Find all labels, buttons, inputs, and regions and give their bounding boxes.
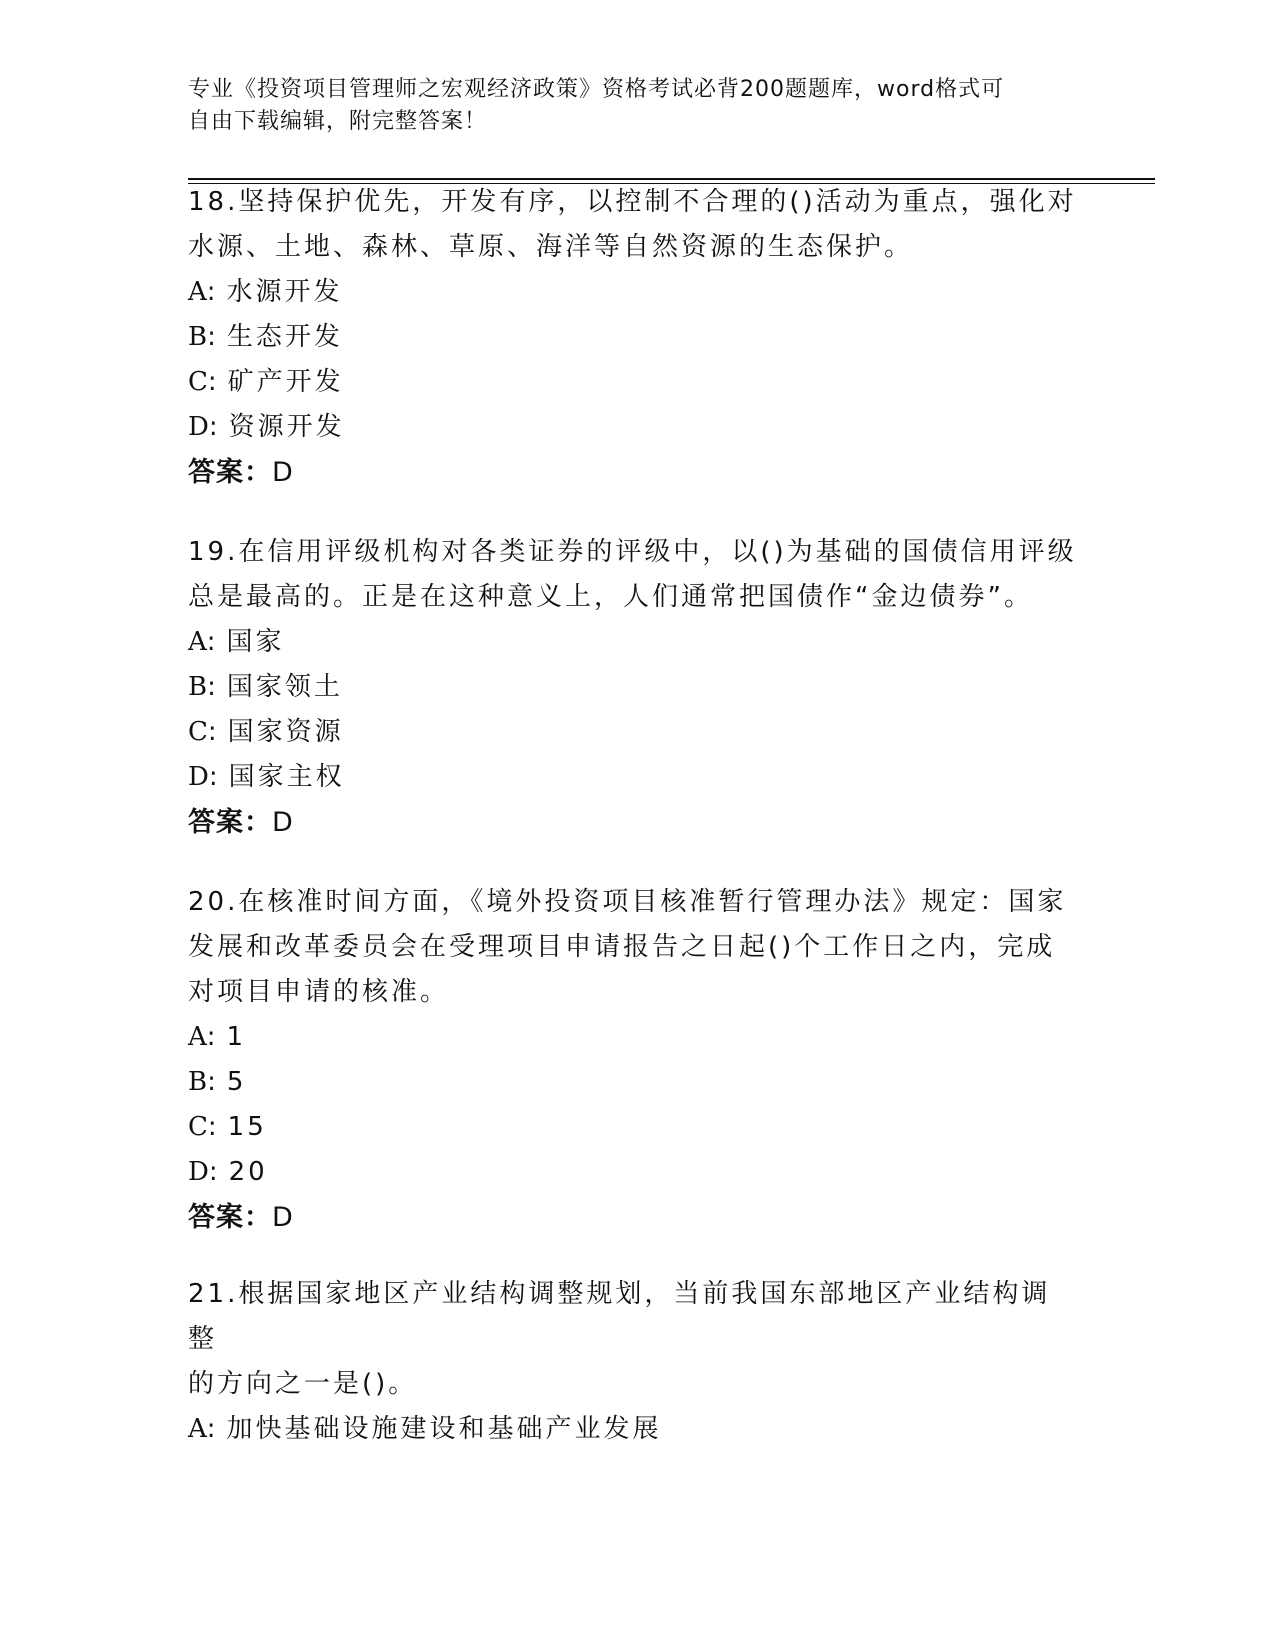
question-18 xyxy=(188,180,1078,495)
question-stem-line: 总是最高的。正是在这种意义上，人们通常把国债作“金边债券”。 xyxy=(188,582,1033,612)
option-c: C: 15 xyxy=(188,1112,267,1142)
option-key: D xyxy=(188,412,209,442)
option-d: D: 国家主权 xyxy=(188,762,345,792)
question-stem-line: 水源、土地、森林、草原、海洋等自然资源的生态保护。 xyxy=(188,232,914,262)
header-line-1: 专业《投资项目管理师之宏观经济政策》资格考试必背200题题库，word格式可 xyxy=(188,77,1005,102)
option-key: B xyxy=(188,672,208,702)
option-a: A: 国家 xyxy=(188,627,285,657)
question-20 xyxy=(188,880,1078,1240)
question-21 xyxy=(188,1272,1078,1452)
option-a: A: 水源开发 xyxy=(188,277,343,307)
answer-value: D xyxy=(272,457,294,488)
option-text: 20 xyxy=(228,1157,268,1187)
option-text: 国家资源 xyxy=(227,717,344,747)
option-key: B xyxy=(188,1067,208,1097)
option-key: A xyxy=(188,627,207,657)
answer-value: D xyxy=(272,1202,294,1233)
header-line-2: 自由下载编辑，附完整答案！ xyxy=(188,109,488,134)
option-c: C: 矿产开发 xyxy=(188,367,344,397)
question-stem-line: 18.坚持保护优先，开发有序，以控制不合理的()活动为重点，强化对 xyxy=(188,187,1077,217)
option-d: D: 20 xyxy=(188,1157,268,1187)
option-key: C xyxy=(188,367,208,397)
option-b: B: 国家领土 xyxy=(188,672,343,702)
document-header xyxy=(188,74,1068,138)
answer-label: 答案： xyxy=(188,807,272,838)
option-key: B xyxy=(188,322,208,352)
option-text: 15 xyxy=(227,1112,267,1142)
option-d: D: 资源开发 xyxy=(188,412,345,442)
question-stem-line: 21.根据国家地区产业结构调整规划，当前我国东部地区产业结构调整 xyxy=(188,1279,1051,1354)
option-a: A: 加快基础设施建设和基础产业发展 xyxy=(188,1414,662,1444)
option-text: 加快基础设施建设和基础产业发展 xyxy=(226,1414,662,1444)
option-text: 矿产开发 xyxy=(227,367,344,397)
option-text: 国家 xyxy=(226,627,285,657)
answer-line xyxy=(188,800,1078,845)
answer-line xyxy=(188,1195,1078,1240)
option-text: 资源开发 xyxy=(228,412,345,442)
option-a: A: 1 xyxy=(188,1022,247,1052)
question-stem-line: 发展和改革委员会在受理项目申请报告之日起()个工作日之内，完成 xyxy=(188,932,1056,962)
option-key: A xyxy=(188,1414,207,1444)
option-key: D xyxy=(188,1157,209,1187)
option-text: 1 xyxy=(226,1022,247,1052)
option-key: A xyxy=(188,277,207,307)
option-key: C xyxy=(188,1112,208,1142)
option-text: 生态开发 xyxy=(226,322,343,352)
option-text: 国家主权 xyxy=(228,762,345,792)
option-text: 国家领土 xyxy=(226,672,343,702)
option-b: B: 生态开发 xyxy=(188,322,343,352)
option-key: C xyxy=(188,717,208,747)
answer-label: 答案： xyxy=(188,1202,272,1233)
question-stem-line: 20.在核准时间方面，《境外投资项目核准暂行管理办法》规定：国家 xyxy=(188,887,1067,917)
answer-line xyxy=(188,450,1078,495)
option-text: 5 xyxy=(226,1067,247,1097)
answer-value: D xyxy=(272,807,294,838)
question-stem-line: 的方向之一是()。 xyxy=(188,1369,418,1399)
question-stem-line: 对项目申请的核准。 xyxy=(188,977,450,1007)
option-key: D xyxy=(188,762,209,792)
question-stem-line: 19.在信用评级机构对各类证券的评级中，以()为基础的国债信用评级 xyxy=(188,537,1077,567)
question-19 xyxy=(188,530,1078,845)
answer-label: 答案： xyxy=(188,457,272,488)
option-key: A xyxy=(188,1022,207,1052)
option-text: 水源开发 xyxy=(226,277,343,307)
option-b: B: 5 xyxy=(188,1067,247,1097)
option-c: C: 国家资源 xyxy=(188,717,344,747)
